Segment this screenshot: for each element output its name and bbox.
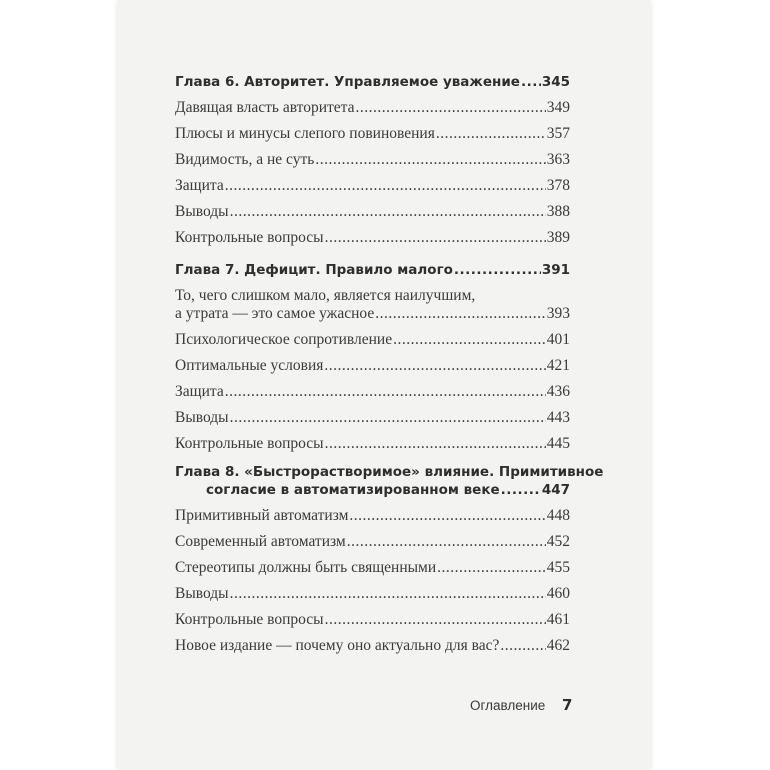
toc-entry[interactable]: [175, 637, 570, 655]
toc-entry[interactable]: [175, 177, 570, 195]
toc-title: Выводы: [175, 585, 229, 602]
toc-page-number: 357: [546, 125, 570, 142]
toc-entry[interactable]: [175, 585, 570, 603]
toc-title: Выводы: [175, 409, 229, 426]
toc-title: Примитивный автоматизм: [175, 507, 349, 524]
toc-title: Оптимальные условия: [175, 357, 324, 374]
dot-leader: [521, 73, 541, 91]
toc-page-number: 363: [546, 151, 570, 168]
toc-page-number: 461: [546, 611, 570, 628]
toc-title: Выводы: [175, 203, 229, 220]
dot-leader: [437, 559, 546, 577]
toc-entry[interactable]: [175, 125, 570, 143]
dot-leader: [375, 305, 546, 323]
dot-leader: [230, 409, 546, 427]
toc-title: Новое издание — почему оно актуально для вас?: [175, 637, 500, 654]
dot-leader: [356, 99, 546, 117]
dot-leader: [347, 533, 546, 551]
toc-title: Контрольные вопросы: [175, 435, 324, 452]
dot-leader: [324, 357, 545, 375]
toc-page-number: 401: [546, 331, 570, 348]
dot-leader: [230, 585, 546, 603]
toc-title: Контрольные вопросы: [175, 229, 324, 246]
toc-page-number: 388: [546, 203, 570, 220]
toc-chapter[interactable]: [206, 481, 570, 499]
toc-page-number: 378: [546, 177, 570, 194]
toc-title: согласие в автоматизированном веке: [206, 482, 500, 498]
toc-page-number: 436: [546, 383, 570, 400]
toc-page-number: 389: [546, 229, 570, 246]
toc-entry[interactable]: [175, 331, 570, 349]
toc-page-number: 345: [541, 74, 570, 90]
toc-page-number: 448: [546, 507, 570, 524]
dot-leader: [501, 481, 541, 499]
toc-page-number: 391: [541, 262, 570, 278]
toc-title: Стереотипы должны быть священными: [175, 559, 437, 576]
toc-title: Защита: [175, 177, 224, 194]
toc-title: а утрата — это самое ужасное: [175, 305, 375, 322]
dot-leader: [225, 383, 546, 401]
toc-entry[interactable]: [175, 357, 570, 375]
toc-page-number: 462: [546, 637, 570, 654]
running-footer-title: Оглавление: [470, 698, 546, 713]
dot-leader: [315, 151, 545, 169]
toc-entry[interactable]: [175, 507, 570, 525]
toc-page-number: 393: [546, 305, 570, 322]
toc-title: Защита: [175, 383, 224, 400]
toc-page-number: 455: [546, 559, 570, 576]
dot-leader: [436, 125, 546, 143]
toc-title: Глава 6. Авторитет. Управляемое уважение: [175, 74, 520, 90]
toc-entry[interactable]: [175, 151, 570, 169]
toc-title: Видимость, а не суть: [175, 151, 315, 168]
toc-page-number: 445: [546, 435, 570, 452]
dot-leader: [349, 507, 545, 525]
toc-chapter[interactable]: [175, 73, 570, 91]
toc-entry[interactable]: [175, 435, 570, 453]
toc-entry[interactable]: [175, 409, 570, 427]
toc-title: Психологическое сопротивление: [175, 331, 393, 348]
dot-leader: [225, 177, 546, 195]
toc-title: Глава 7. Дефицит. Правило малого: [175, 262, 453, 278]
dot-leader: [393, 331, 546, 349]
toc-entry[interactable]: [175, 229, 570, 247]
toc-title: Плюсы и минусы слепого повиновения: [175, 125, 435, 142]
dot-leader: [454, 261, 541, 279]
toc-entry[interactable]: [175, 383, 570, 401]
toc-entry[interactable]: [175, 559, 570, 577]
toc-chapter-title-line1: Глава 8. «Быстрорастворимое» влияние. Примитивное: [175, 464, 604, 480]
toc-page-number: 447: [541, 482, 570, 498]
toc-entry[interactable]: [175, 203, 570, 221]
dot-leader: [500, 637, 545, 655]
toc-page-number: 460: [546, 585, 570, 602]
toc-title: Современный автоматизм: [175, 533, 346, 550]
toc-entry[interactable]: [175, 305, 570, 323]
dot-leader: [325, 611, 546, 629]
dot-leader: [325, 435, 546, 453]
toc-page-number: 421: [546, 357, 570, 374]
toc-chapter[interactable]: [175, 261, 570, 279]
toc-title: Контрольные вопросы: [175, 611, 324, 628]
toc-page-number: 452: [546, 533, 570, 550]
dot-leader: [230, 203, 546, 221]
toc-entry[interactable]: [175, 99, 570, 117]
page-number: 7: [562, 696, 573, 714]
toc-entry-title-line1: То, чего слишком мало, является наилучшим,: [175, 287, 476, 304]
dot-leader: [325, 229, 546, 247]
toc-title: Давящая власть авторитета: [175, 99, 355, 116]
toc-entry[interactable]: [175, 611, 570, 629]
toc-page-number: 349: [546, 99, 570, 116]
toc-entry[interactable]: [175, 533, 570, 551]
toc-page-number: 443: [546, 409, 570, 426]
